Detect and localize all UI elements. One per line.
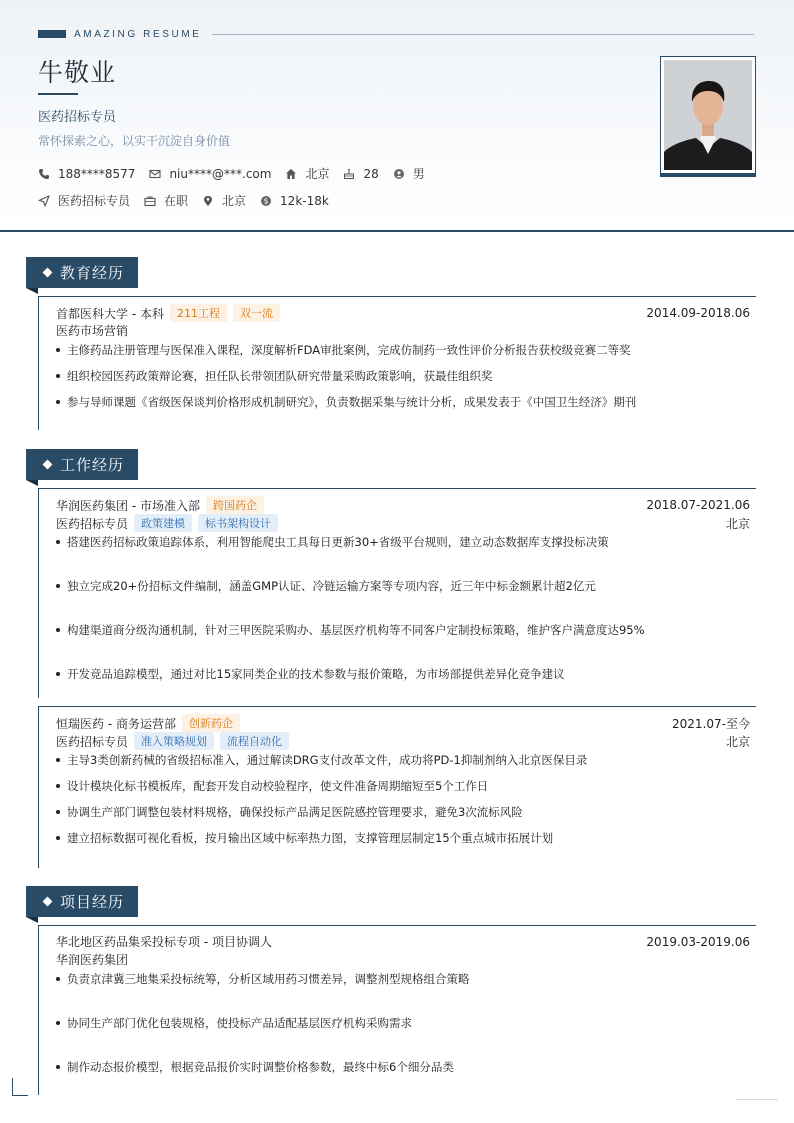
project-date: 2019.03-2019.06	[646, 934, 750, 949]
work-entry	[38, 488, 756, 698]
work-location: 北京	[725, 516, 750, 531]
major: 医药市场营销	[56, 324, 129, 338]
motto: 常怀探索之心，以实干沉淀自身价值	[38, 134, 231, 148]
work-date: 2021.07-至今	[672, 716, 750, 731]
project-entry	[38, 925, 756, 1095]
svg-text:$: $	[263, 196, 269, 206]
send-icon	[38, 195, 50, 207]
target-job-item	[38, 192, 130, 209]
list-item: 构建渠道商分级沟通机制，针对三甲医院采购办、基层医疗机构等不同客户定制投标策略，维护客户满意度达95%	[56, 622, 750, 638]
status-text: 在职	[164, 194, 189, 208]
list-item: 参与导师课题《省级医保谈判价格形成机制研究》，负责数据采集与统计分析，成果发表于《中国卫生经济》期刊	[56, 394, 750, 410]
section-project-title: 项目经历	[60, 893, 125, 911]
work-location: 北京	[725, 734, 750, 749]
role-row	[56, 732, 750, 750]
brand-block	[38, 30, 66, 38]
section-project	[26, 886, 138, 917]
job-title: 医药招标专员	[38, 110, 117, 125]
brand-row	[38, 27, 754, 41]
name-underline	[38, 93, 78, 95]
list-item: 负责京津冀三地集采投标统筹，分析区域用药习惯差异，调整剂型规格组合策略	[56, 971, 750, 987]
section-work-title: 工作经历	[60, 456, 125, 474]
list-item: 开发竞品追踪模型，通过对比15家同类企业的技术参数与报价策略，为市场部提供差异化竞争建议	[56, 666, 750, 682]
role-tag: 准入策略规划	[134, 732, 214, 750]
list-item: 协同生产部门优化包装规格，使投标产品适配基层医疗机构采购需求	[56, 1015, 750, 1031]
section-education	[26, 257, 138, 288]
location-pin-icon	[202, 195, 214, 207]
list-item: 搭建医药招标政策追踪体系，利用智能爬虫工具每日更新30+省级平台规则，建立动态数据库支撑投标决策	[56, 534, 750, 550]
money-icon	[260, 195, 272, 207]
role: 医药招标专员	[56, 516, 129, 531]
gender-item	[393, 165, 425, 182]
status-item	[144, 192, 188, 209]
job-intent-row	[38, 192, 343, 209]
home-icon	[285, 168, 297, 180]
education-date: 2014.09-2018.06	[646, 306, 750, 320]
list-item: 建立招标数据可视化看板，按月输出区域中标率热力图，支撑管理层制定15个重点城市拓展计划	[56, 830, 750, 846]
section-work	[26, 449, 138, 480]
cake-icon	[343, 168, 355, 180]
mail-icon	[149, 168, 161, 180]
salary-item	[260, 194, 329, 208]
list-item: 独立完成20+份招标文件编制，涵盖GMP认证、冷链运输方案等专项内容，近三年中标金额累计超2亿元	[56, 578, 750, 594]
work-date: 2018.07-2021.06	[646, 498, 750, 512]
role-tag: 政策建模	[134, 514, 192, 532]
gender-icon	[393, 168, 405, 180]
age-item	[343, 167, 378, 181]
work-header-row	[56, 496, 750, 514]
company-tag: 创新药企	[182, 714, 240, 732]
school-tag: 211工程	[170, 304, 227, 322]
phone-text: 188****8577	[58, 166, 136, 181]
diamond-icon	[43, 897, 53, 907]
resume-header	[0, 0, 794, 232]
role-tag: 标书架构设计	[198, 514, 278, 532]
school-tag: 双一流	[233, 304, 280, 322]
project-org: 华润医药集团	[56, 953, 129, 967]
project-name: 华北地区药品集采投标专项 - 项目协调人	[56, 935, 272, 949]
email-text: niu****@***.com	[169, 166, 272, 181]
education-header-row	[56, 304, 750, 322]
gender-text: 男	[412, 167, 425, 181]
role-tag: 流程自动化	[220, 732, 289, 750]
list-item: 主修药品注册管理与医保准入课程，深度解析FDA审批案例，完成仿制药一致性评价分析报告获校级竞赛二等奖	[56, 342, 750, 358]
section-education-title: 教育经历	[60, 264, 125, 282]
company-name: 恒瑞医药 - 商务运营部	[56, 716, 176, 731]
list-item: 协调生产部门调整包装材料规格，确保投标产品满足医院感控管理要求，避免3次流标风险	[56, 804, 750, 820]
brand-divider	[212, 34, 754, 35]
phone-item	[38, 167, 135, 181]
briefcase-icon	[144, 195, 156, 207]
profile-photo	[664, 60, 752, 170]
age-text: 28	[363, 166, 379, 181]
work-header-row	[56, 714, 750, 732]
school-name: 首都医科大学 - 本科	[56, 306, 164, 321]
list-item: 组织校园医药政策辩论赛，担任队长带领团队研究带量采购政策影响，获最佳组织奖	[56, 368, 750, 384]
list-item: 设计模块化标书模板库，配套开发自动校验程序，使文件准备周期缩短至5个工作日	[56, 778, 750, 794]
company-name: 华润医药集团 - 市场准入部	[56, 498, 200, 513]
education-entry	[38, 296, 756, 430]
corner-decoration	[12, 1078, 28, 1096]
email-item	[149, 167, 271, 181]
diamond-icon	[43, 460, 53, 470]
company-tag: 跨国药企	[206, 496, 264, 514]
photo-frame	[660, 56, 756, 174]
contact-row	[38, 165, 439, 182]
major-row	[56, 322, 750, 339]
brand-text: AMAZING RESUME	[74, 28, 202, 40]
project-org-row	[56, 951, 750, 968]
list-item: 主导3类创新药械的省级招标准入，通过解读DRG支付改革文件，成功将PD-1抑制剂纳入北京医保目录	[56, 752, 750, 768]
work-entry	[38, 706, 756, 868]
phone-icon	[38, 168, 50, 180]
project-header-row	[56, 933, 750, 950]
target-city-item	[202, 192, 246, 209]
role: 医药招标专员	[56, 734, 129, 749]
list-item: 制作动态报价模型，根据竞品报价实时调整价格参数，最终中标6个细分品类	[56, 1059, 750, 1075]
role-row	[56, 514, 750, 532]
salary-text: 12k-18k	[280, 193, 329, 208]
city-text: 北京	[305, 167, 330, 181]
target-job-text: 医药招标专员	[58, 194, 131, 208]
candidate-name: 牛敬业	[38, 58, 117, 87]
city-item	[285, 165, 329, 182]
corner-decoration	[736, 1099, 778, 1100]
diamond-icon	[43, 268, 53, 278]
target-city-text: 北京	[222, 194, 247, 208]
